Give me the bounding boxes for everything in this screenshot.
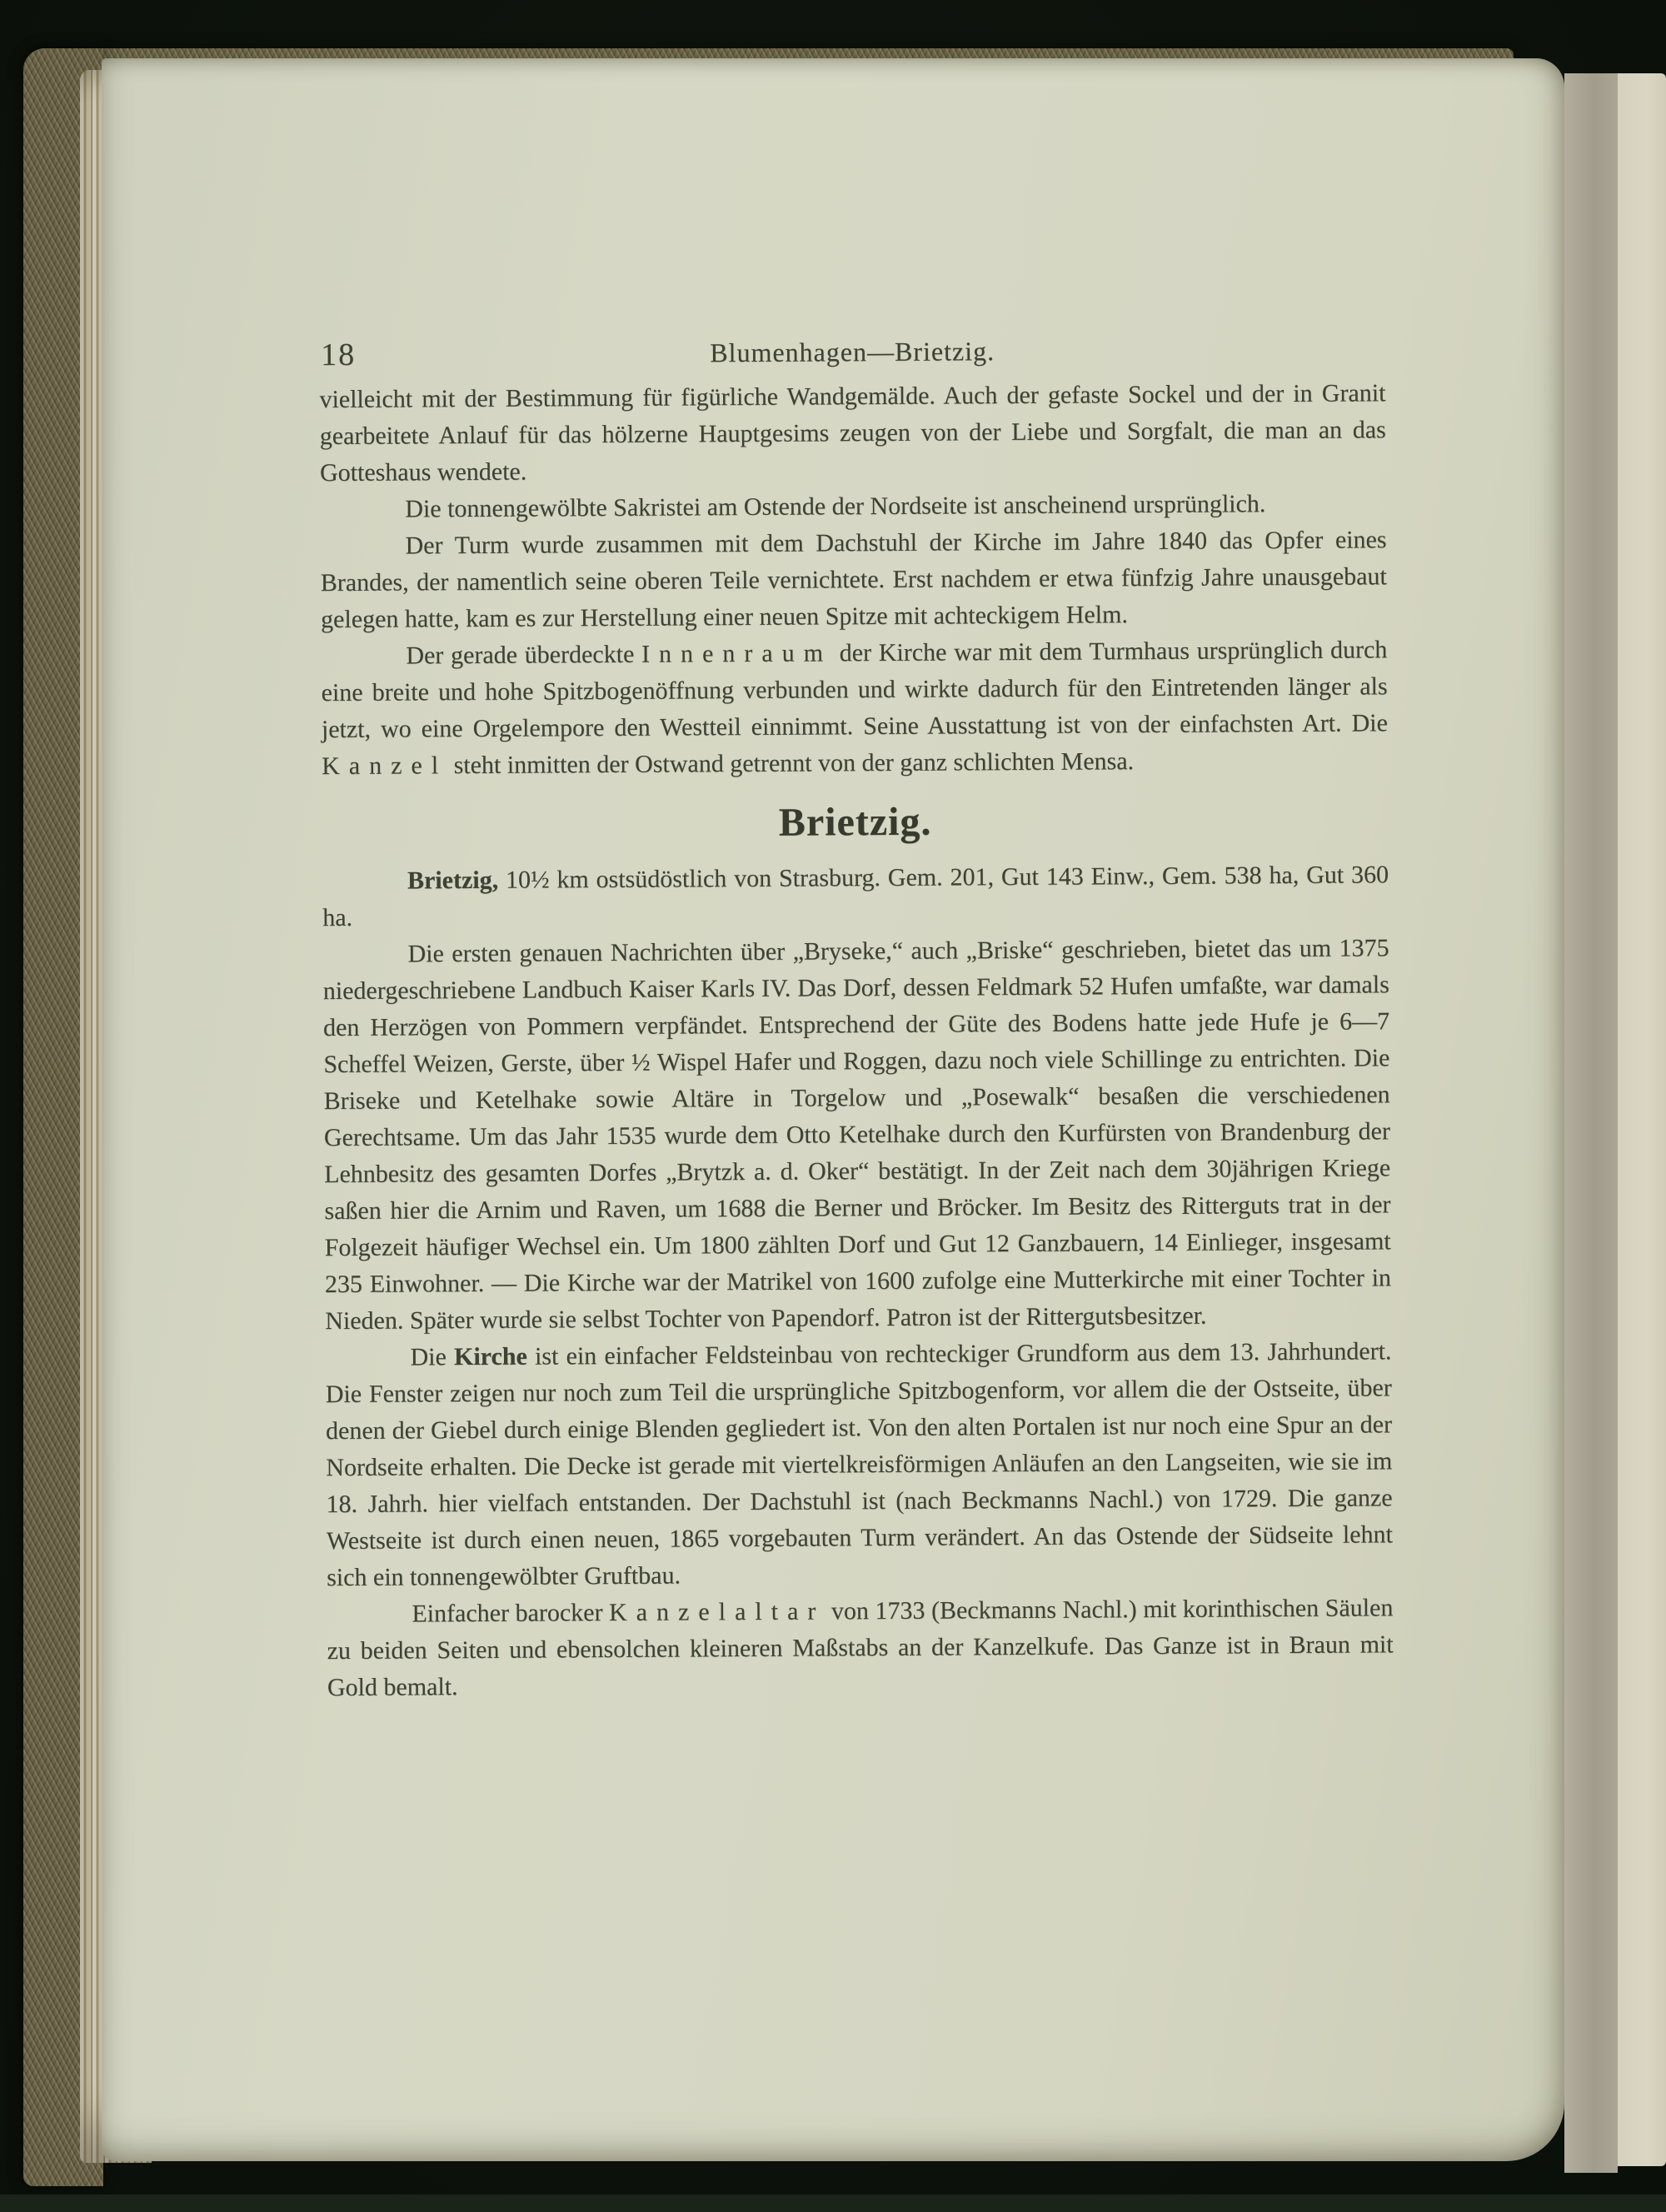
page-header — [319, 324, 1385, 371]
text-segment: Die — [410, 1342, 455, 1371]
page-number: 18 — [321, 337, 357, 373]
paragraph — [319, 375, 1386, 492]
text-segment: steht inmitten der Ostwand getrennt von der ganz schlichten Mensa. — [447, 747, 1135, 780]
paragraph — [327, 1590, 1394, 1706]
facing-page-edge — [1618, 73, 1666, 2166]
text-segment: 10½ km ostsüdöstlich von Strasburg. Gem. 201, Gut 143 Einw., Gem. 538 ha, Gut 360 ha. — [322, 860, 1389, 931]
text-segment: Der Turm wurde zusammen mit dem Dachstuhl der Kirche im Jahre 1840 das Opfer eines Brandes, der namentlich seine oberen Teile vernichtete. Erst nachdem er etwa fünfzig Jahre unausgebaut gelegen hatte, kam es zur Herstellung einer neuen Spitze mit achteckigem Helm. — [320, 526, 1387, 634]
text-segment: von 1733 (Beckmanns Nachl.) mit korinthischen Säulen zu beiden Seiten und ebensolchen kleineren Maßstabs an der Kanzelkufe. Das Ganze ist in Braun mit Gold bemalt. — [327, 1593, 1394, 1701]
paragraph — [322, 930, 1391, 1340]
text-segment: ist ein einfacher Feldsteinbau von rechteckiger Grundform aus dem 13. Jahrhundert. Die Fenster zeigen nur noch zum Teil die ursprüngliche Spitzbogenform, vor allem die der Ostseite, über denen der Giebel durch einige Blenden gegliedert ist. Von den alten Portalen ist nur noch eine Spur an der Nordseite erhalten. Die Decke ist gerade mit viertelkreisförmigen Anläufen an den Langseiten, wie sie im 18. Jahrh. hier vielfach entstanden. Der Dachstuhl ist (nach Beckmanns Nachl.) von 1729. Die ganze Westseite ist durch einen neuen, 1865 vorgebauten Turm verändert. An das Ostende der Südseite lehnt sich ein tonnengewölbter Gruftbau. — [325, 1336, 1393, 1591]
page-body-top — [319, 375, 1388, 785]
paragraph — [321, 632, 1388, 785]
paragraph — [325, 1333, 1393, 1596]
text-segment: Die ersten genauen Nachrichten über „Bryseke,“ auch „Briske“ geschrieben, bietet das um 1375 niedergeschriebene Landbuch Kaiser Karls IV. Das Dorf, dessen Feldmark 52 Hufen umfaßte, war damals den Herzögen von Pommern verpfändet. Entsprechend der Güte des Bodens hatte jede Hufe je 6—7 Scheffel Weizen, Gerste, über ½ Wispel Hafer und Roggen, dazu noch viele Schillinge zu entrichten. Die Briseke und Ketelhake sowie Altäre in Torgelow und „Posewalk“ besaßen die verschiedenen Gerechtsame. Um das Jahr 1535 wurde dem Otto Ketelhake durch den Kurfürsten von Brandenburg der Lehnbesitz des gesamten Dorfes „Brytzk a. d. Oker“ bestätigt. In der Zeit nach dem 30jährigen Kriege saßen hier die Arnim und Raven, um 1688 die Berner und Bröcker. Im Besitz des Ritterguts trat in der Folgezeit häufiger Wechsel ein. Um 1800 zählten Dorf und Gut 12 Ganzbauern, 14 Einlieger, insgesamt 235 Einwohner. — Die Kirche war der Matrikel von 1600 zufolge eine Mutterkirche mit einer Tochter in Nieden. Später wurde sie selbst Tochter von Papendorf. Patron ist der Rittergutsbesitzer. — [322, 933, 1392, 1335]
text-segment: vielleicht mit der Bestimmung für figürliche Wandgemälde. Auch der gefaste Sockel und der in Granit gearbeitete Anlauf für das hölzerne Hauptgesims zeugen von der Liebe und Sorgfalt, die man an das Gotteshaus wendete. — [319, 379, 1386, 487]
paragraph — [320, 485, 1386, 528]
text-segment: Innenraum — [641, 639, 833, 668]
paragraph — [320, 522, 1387, 638]
running-head: Blumenhagen—Brietzig. — [710, 336, 995, 368]
text-segment: Einfacher barocker — [412, 1598, 610, 1628]
text-segment: Kanzelaltar — [608, 1597, 826, 1626]
text-segment: Der gerade überdeckte — [406, 640, 642, 670]
page-body-section — [322, 856, 1394, 1706]
page-text — [319, 324, 1394, 1705]
text-segment: Kanzel — [322, 751, 448, 781]
paragraph — [322, 856, 1389, 936]
section-heading: Brietzig. — [778, 799, 932, 845]
gutter-shadow — [1564, 73, 1618, 2173]
text-segment: der Kirche war mit dem Turmhaus ursprünglich durch eine breite und hohe Spitzbogenöffnung verbunden und wirkte dadurch für den Eintretenden länger als jetzt, wo eine Orgelempore den Westteil einnimmt. Seine Ausstattung ist von der einfachsten Art. Die — [321, 636, 1389, 744]
text-segment: Kirche — [453, 1342, 527, 1371]
text-segment: Brietzig, — [407, 866, 499, 895]
scanner-bottom-strip — [0, 2195, 1666, 2212]
text-segment: Die tonnengewölbte Sakristei am Ostende der Nordseite ist anscheinend ursprünglich. — [405, 490, 1266, 523]
